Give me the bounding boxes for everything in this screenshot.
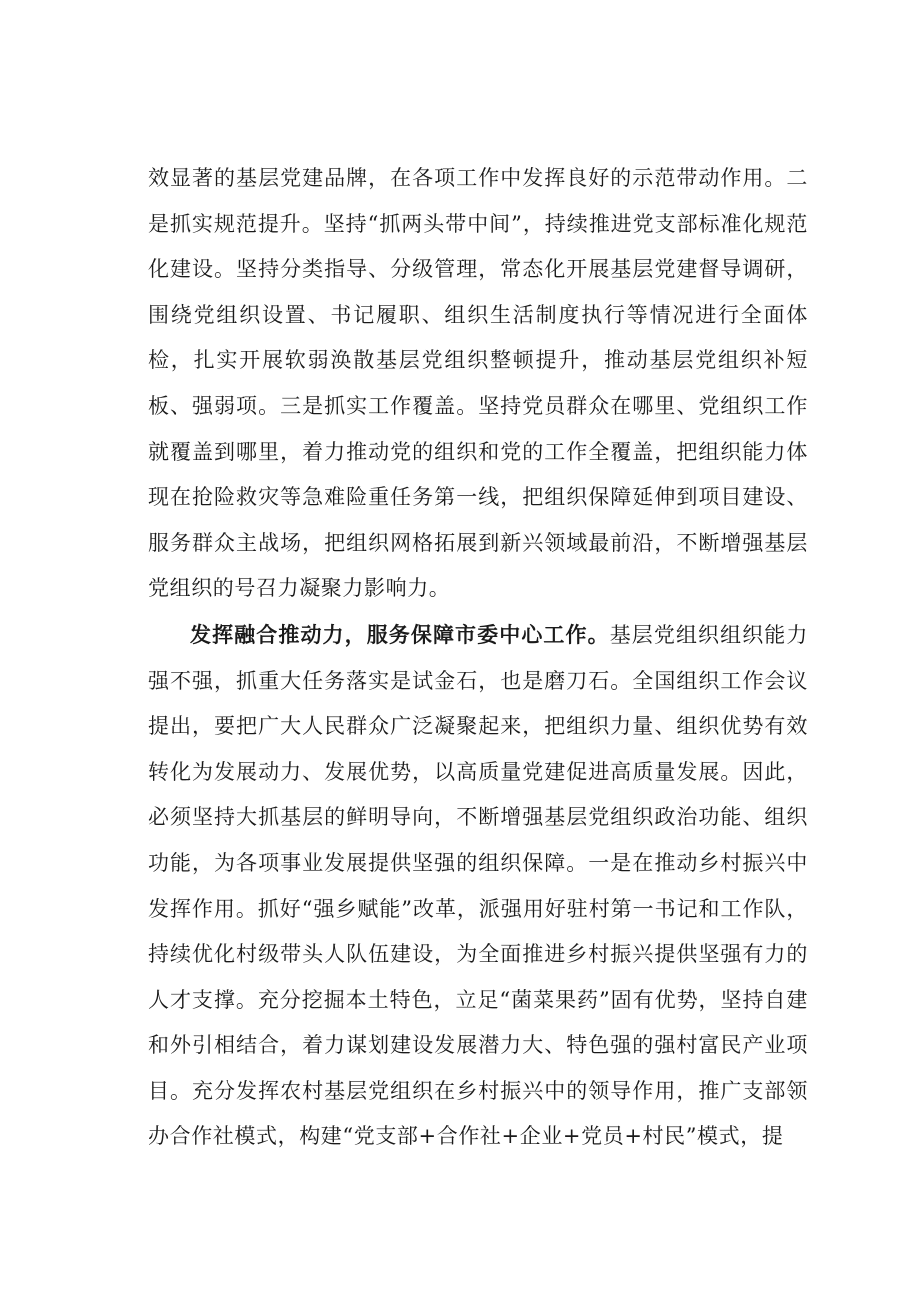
paragraph-1-text: 效显著的基层党建品牌，在各项工作中发挥良好的示范带动作用。二是抓实规范提升。坚持“抓两头带中间”，持续推进党支部标准化规范化建设。坚持分类指导、分级管理，常态化开展基层党建督导调研，围绕党组织设置、书记履职、组织生活制度执行等情况进行全面体检，扎实开展软弱涣散基层党组织整顿提升，推动基层党组织补短板、强弱项。三是抓实工作覆盖。坚持党员群众在哪里、党组织工作就覆盖到哪里，着力推动党的组织和党的工作全覆盖，把组织能力体现在抢险救灾等急难险重任务第一线，把组织保障延伸到项目建设、服务群众主战场，把组织网格拓展到新兴领域最前沿，不断增强基层党组织的号召力凝聚力影响力。 — [148, 166, 808, 601]
paragraph-2-heading: 发挥融合推动力，服务保障市委中心工作。 — [190, 621, 610, 647]
paragraph-2-text: 基层党组织组织能力强不强，抓重大任务落实是试金石，也是磨刀石。全国组织工作会议提出，要把广大人民群众广泛凝聚起来，把组织力量、组织优势有效转化为发展动力、发展优势，以高质量党建促进高质量发展。因此，必须坚持大抓基层的鲜明导向，不断增强基层党组织政治功能、组织功能，为各项事业发展提供坚强的组织保障。一是在推动乡村振兴中发挥作用。抓好“强乡赋能”改革，派强用好驻村第一书记和工作队，持续优化村级带头人队伍建设，为全面推进乡村振兴提供坚强有力的人才支撑。充分挖掘本土特色，立足“菌菜果药”固有优势，坚持自建和外引相结合，着力谋划建设发展潜力大、特色强的强村富民产业项目。充分发挥农村基层党组织在乡村振兴中的领导作用，推广支部领办合作社模式，构建“党支部+合作社+企业+党员+村民”模式，提 — [148, 622, 808, 1149]
document-body — [148, 156, 808, 1160]
paragraph-service-center-work — [148, 612, 808, 1160]
paragraph-continuation — [148, 156, 808, 612]
